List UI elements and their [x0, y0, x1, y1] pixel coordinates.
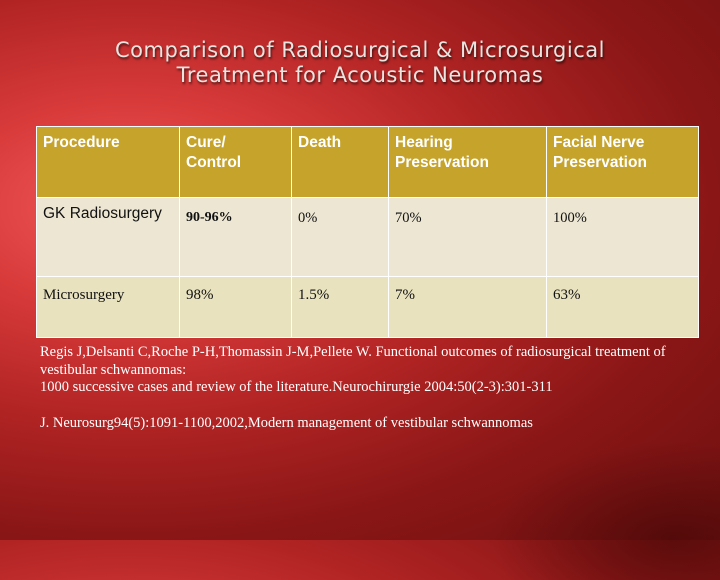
- cell-cure-control: 98%: [180, 277, 292, 338]
- cell-death: 0%: [292, 198, 389, 277]
- header-death: Death: [292, 127, 389, 198]
- cell-cure-control: 90-96%: [180, 198, 292, 277]
- cell-facial-nerve-preservation: 100%: [547, 198, 699, 277]
- table-row: [37, 198, 699, 277]
- comparison-table: [36, 126, 699, 338]
- header-cure-control: Cure/ Control: [180, 127, 292, 198]
- slide-title: [40, 38, 680, 88]
- reference-spacer: [40, 397, 710, 415]
- reference-1-citation: Regis J,Delsanti C,Roche P-H,Thomassin J-M,Pellete W. Functional outcomes of radiosurgical treatment of vestibular schwannomas:: [40, 344, 666, 378]
- title-line-1: Comparison of Radiosurgical & Microsurgical: [115, 38, 605, 62]
- reference-2: J. Neurosurg94(5):1091-1100,2002,Modern management of vestibular schwannomas: [40, 414, 533, 431]
- table-header-row: [37, 127, 699, 198]
- cell-hearing-preservation: 70%: [389, 198, 547, 277]
- cell-facial-nerve-preservation: 63%: [547, 277, 699, 338]
- cell-hearing-preservation: 7%: [389, 277, 547, 338]
- cell-procedure: Microsurgery: [37, 277, 180, 338]
- header-facial-nerve-preservation: Facial Nerve Preservation: [547, 127, 699, 198]
- header-procedure: Procedure: [37, 127, 180, 198]
- table-row: [37, 277, 699, 338]
- cell-death: 1.5%: [292, 277, 389, 338]
- reference-1-title: 1000 successive cases and review of the literature.Neurochirurgie 2004:50(2-3):301-311: [40, 379, 553, 395]
- title-line-2: Treatment for Acoustic Neuromas: [176, 63, 544, 87]
- header-hearing-preservation: Hearing Preservation: [389, 127, 547, 198]
- background-shadow: [490, 440, 720, 580]
- references: [40, 344, 710, 432]
- cell-procedure: GK Radiosurgery: [37, 198, 180, 277]
